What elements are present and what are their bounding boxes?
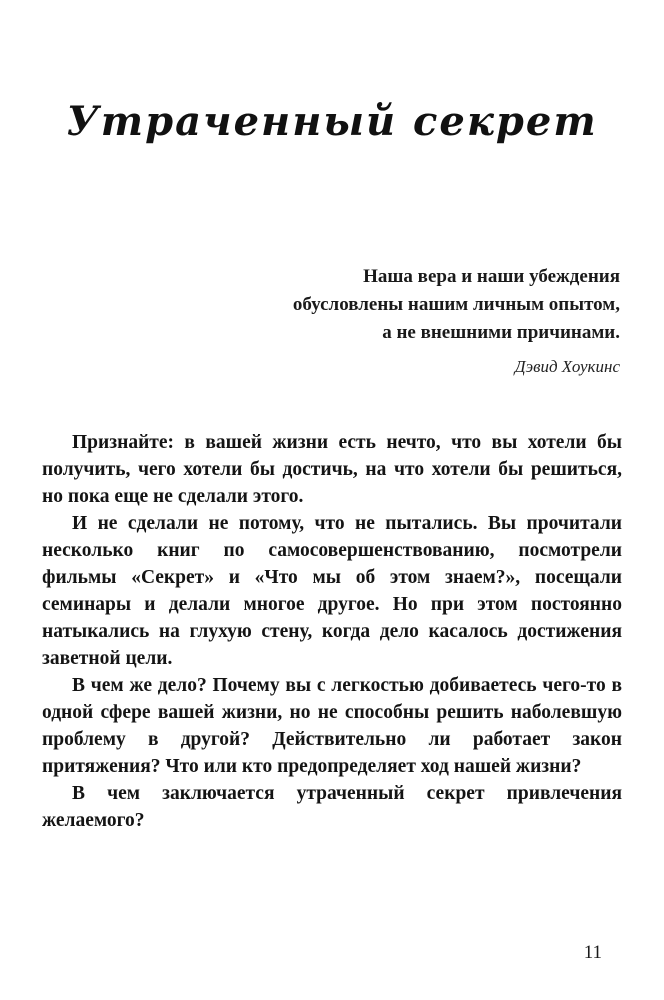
paragraph: В чем же дело? Почему вы с легкостью добиваетесь чего-то в одной сфере вашей жизни, но не способны решить наболевшую проблему в другой? Действительно ли работает закон притяжения? Что или кто предопределяет ход нашей жизни? bbox=[42, 675, 622, 777]
epigraph-attribution: Дэвид Хоукинс bbox=[514, 357, 620, 376]
epigraph-line: Наша вера и наши убеждения bbox=[363, 266, 620, 287]
paragraph: И не сделали не потому, что не пытались. Вы прочитали несколько книг по самосовершенствованию, посмотрели фильмы «Секрет» и «Что мы об этом знаем?», посещали семинары и делали многое другое. Но при этом постоянно натыкались на глухую стену, когда дело касалось достижения заветной цели. bbox=[42, 513, 622, 669]
epigraph-line: а не внешними причинами. bbox=[382, 322, 620, 343]
paragraph: Признайте: в вашей жизни есть нечто, что вы хотели бы получить, чего хотели бы достичь, на что хотели бы решиться, но пока еще не сделали этого. bbox=[42, 432, 622, 507]
epigraph bbox=[0, 263, 664, 347]
epigraph-line: обусловлены нашим личным опытом, bbox=[292, 294, 620, 315]
body-text bbox=[0, 429, 664, 834]
paragraph: В чем заключается утраченный секрет привлечения желаемого? bbox=[42, 783, 622, 831]
chapter-title: Утраченный секрет bbox=[66, 98, 598, 145]
page-number: 11 bbox=[583, 942, 602, 963]
